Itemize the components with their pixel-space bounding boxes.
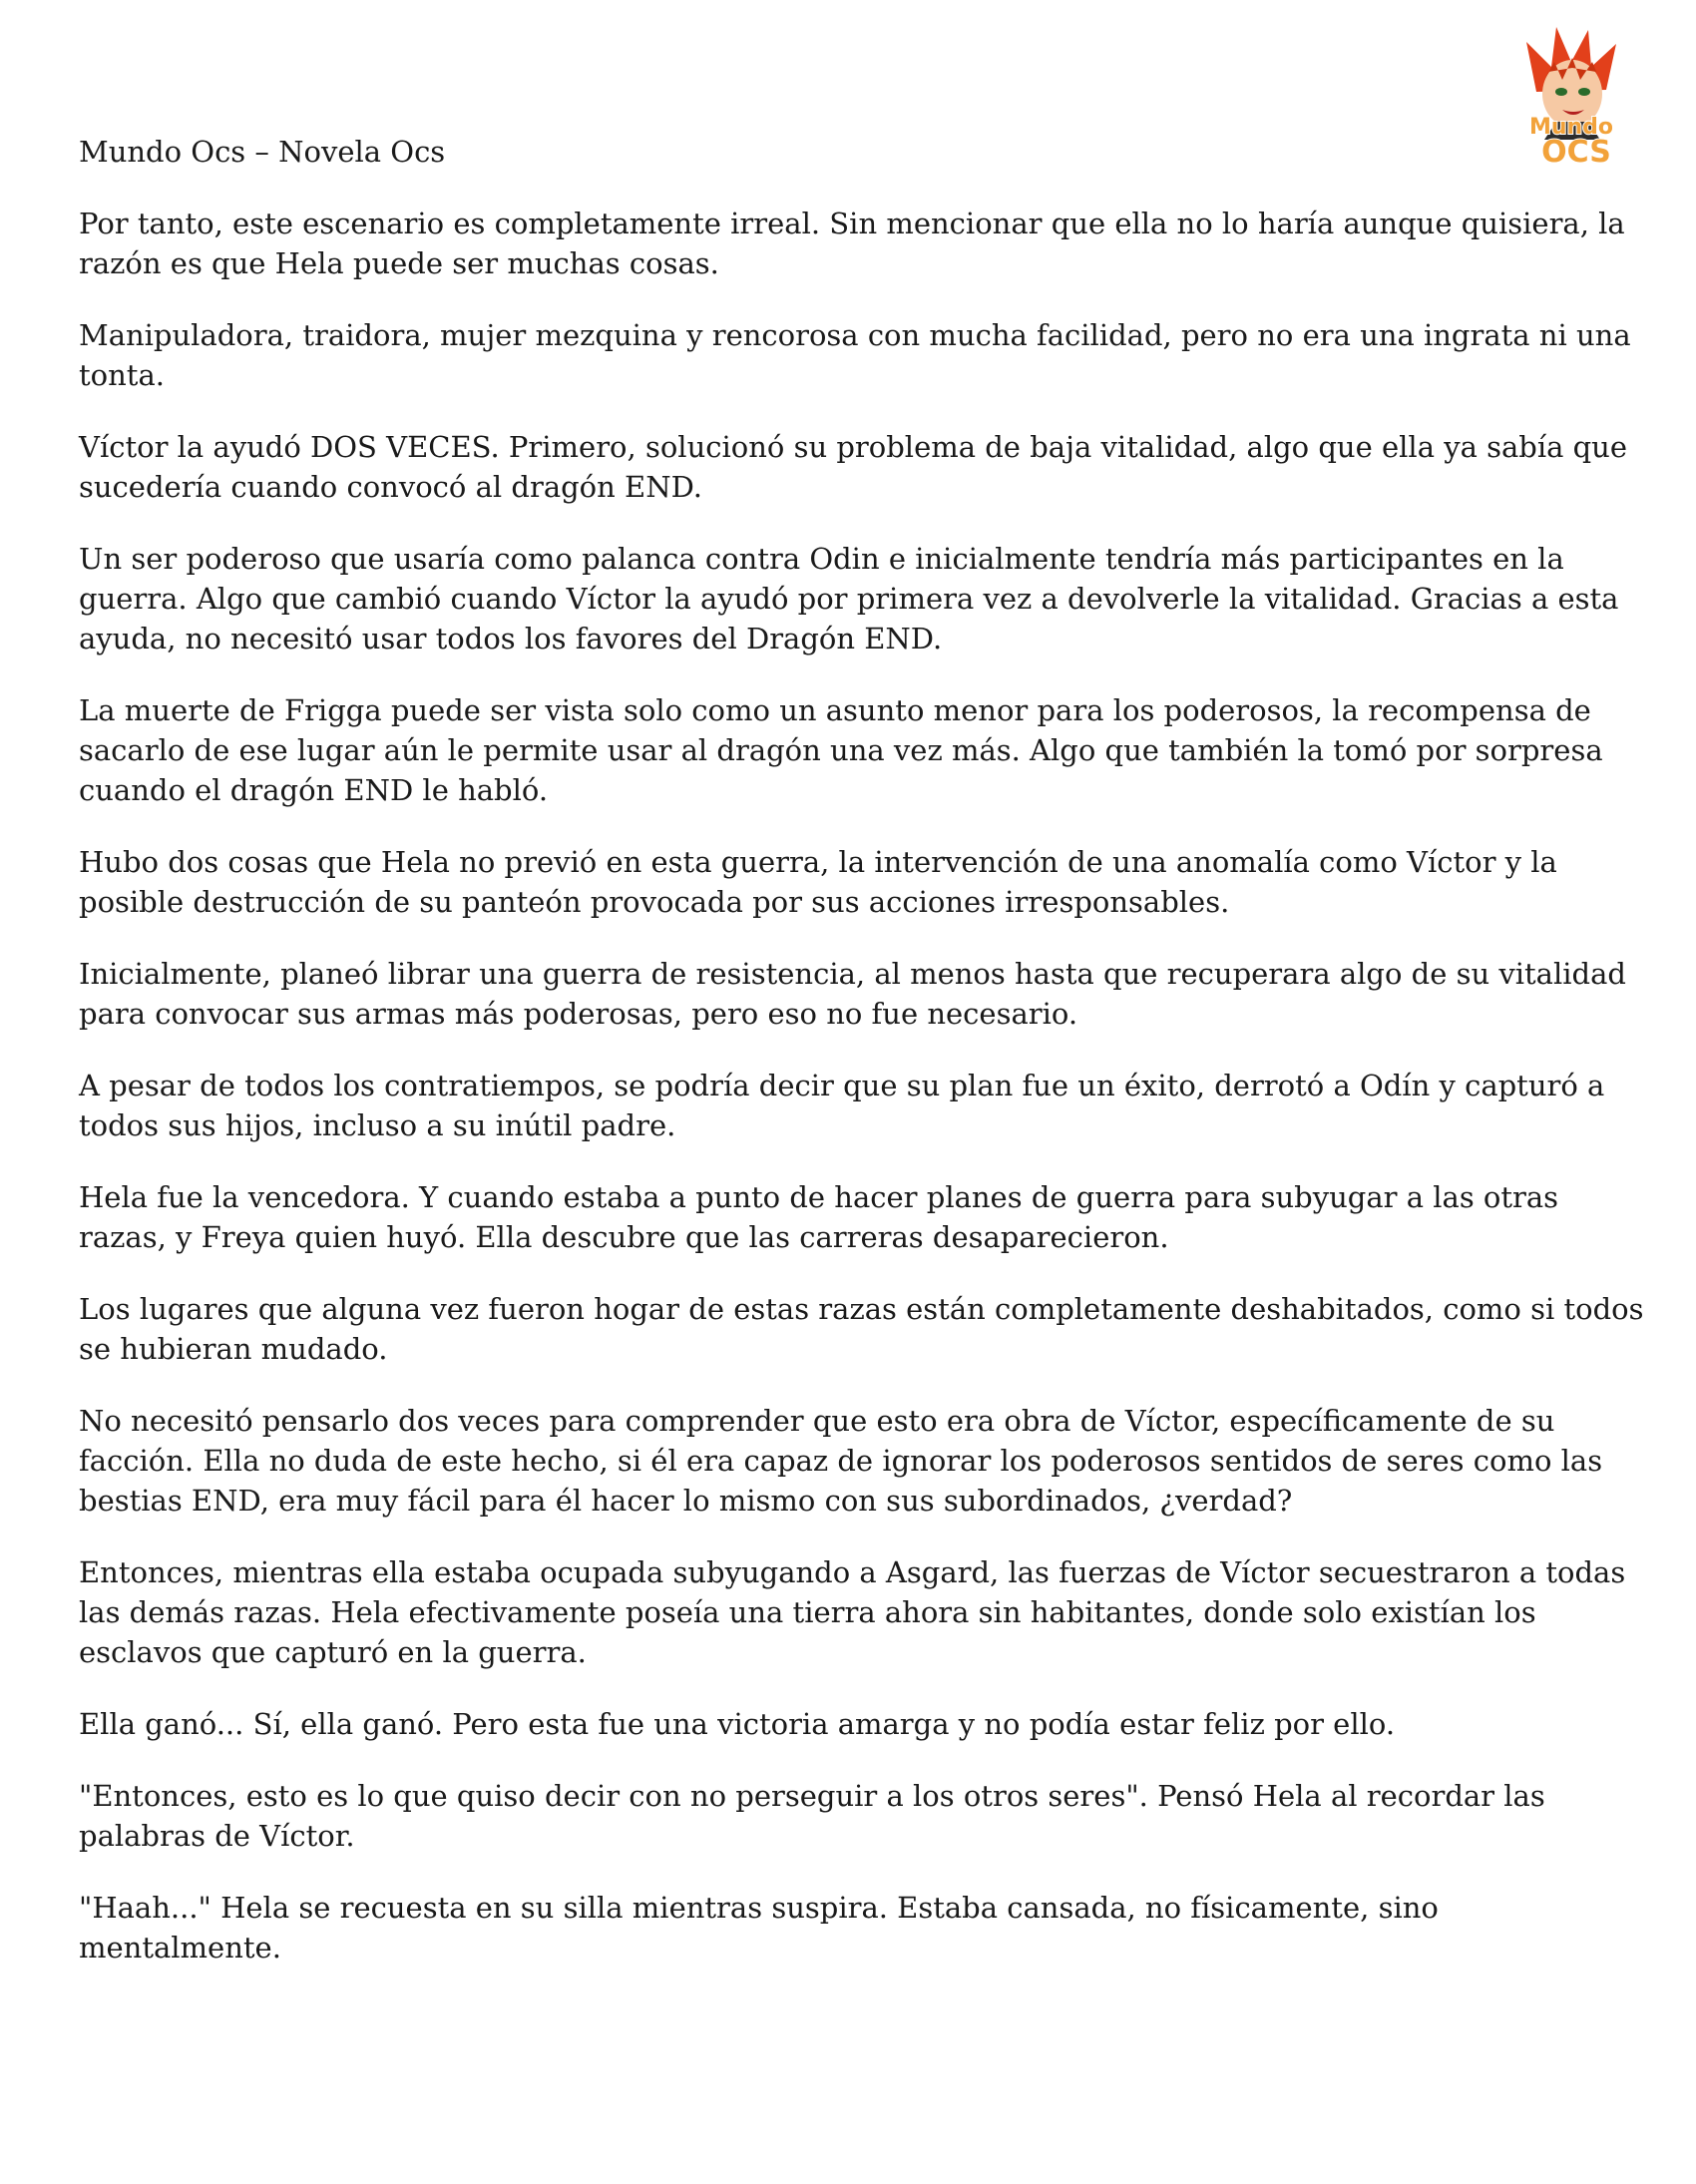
paragraph: "Entonces, esto es lo que quiso decir con no perseguir a los otros seres". Pensó Hela al recordar las palabras de Víctor. (79, 1779, 1545, 1853)
paragraph: No necesitó pensarlo dos veces para comprender que esto era obra de Víctor, específicamente de su facción. Ella no duda de este hecho, si él era capaz de ignorar los poderosos sentidos de seres como las bestias END, era muy fácil para él hacer lo mismo con sus subordinados, ¿verdad? (79, 1404, 1603, 1518)
paragraph: Por tanto, este escenario es completamente irreal. Sin mencionar que ella no lo haría aunque quisiera, la razón es que Hela puede ser muchas cosas. (79, 207, 1625, 280)
paragraph: La muerte de Frigga puede ser vista solo como un asunto menor para los poderosos, la recompensa de sacarlo de ese lugar aún le permite usar al dragón una vez más. Algo que también la tomó por sorpresa cuando el dragón END le habló. (79, 693, 1603, 807)
paragraph: Ella ganó... Sí, ella ganó. Pero esta fue una victoria amarga y no podía estar feliz por ello. (79, 1707, 1396, 1741)
paragraph: "Haah..." Hela se recuesta en su silla mientras suspira. Estaba cansada, no físicamente, sino mentalmente. (79, 1891, 1439, 1965)
paragraph: Víctor la ayudó DOS VECES. Primero, solucionó su problema de baja vitalidad, algo que ella ya sabía que sucedería cuando convocó al dragón END. (79, 430, 1628, 504)
paragraph: Inicialmente, planeó librar una guerra de resistencia, al menos hasta que recuperara algo de su vitalidad para convocar sus armas más poderosas, pero eso no fue necesario. (79, 957, 1626, 1031)
paragraph: Entonces, mientras ella estaba ocupada subyugando a Asgard, las fuerzas de Víctor secuestraron a todas las demás razas. Hela efectivamente poseía una tierra ahora sin habitantes, donde solo existían los esclavos que capturó en la guerra. (79, 1555, 1626, 1669)
document-header: Mundo Ocs – Novela Ocs (79, 135, 446, 169)
logo-text-ocs: OCS (1541, 135, 1611, 170)
paragraph: Manipuladora, traidora, mujer mezquina y rencorosa con mucha facilidad, pero no era una ingrata ni una tonta. (79, 318, 1631, 392)
paragraph: A pesar de todos los contratiempos, se podría decir que su plan fue un éxito, derrotó a Odín y capturó a todos sus hijos, incluso a su inútil padre. (79, 1069, 1605, 1142)
paragraph: Hela fue la vencedora. Y cuando estaba a punto de hacer planes de guerra para subyugar a las otras razas, y Freya quien huyó. Ella descubre que las carreras desaparecieron. (79, 1180, 1559, 1254)
paragraph: Hubo dos cosas que Hela no previó en esta guerra, la intervención de una anomalía como Víctor y la posible destrucción de su panteón provocada por sus acciones irresponsables. (79, 845, 1557, 919)
paragraph: Los lugares que alguna vez fueron hogar de estas razas están completamente deshabitados, como si todos se hubieran mudado. (79, 1292, 1644, 1366)
document-body (79, 132, 1647, 1999)
paragraph: Un ser poderoso que usaría como palanca contra Odin e inicialmente tendría más participantes en la guerra. Algo que cambió cuando Víctor la ayudó por primera vez a devolverle la vitalidad. Gracias a esta ayuda, no necesitó usar todos los favores del Dragón END. (79, 542, 1619, 655)
logo-text-mundo: Mundo (1528, 115, 1614, 140)
